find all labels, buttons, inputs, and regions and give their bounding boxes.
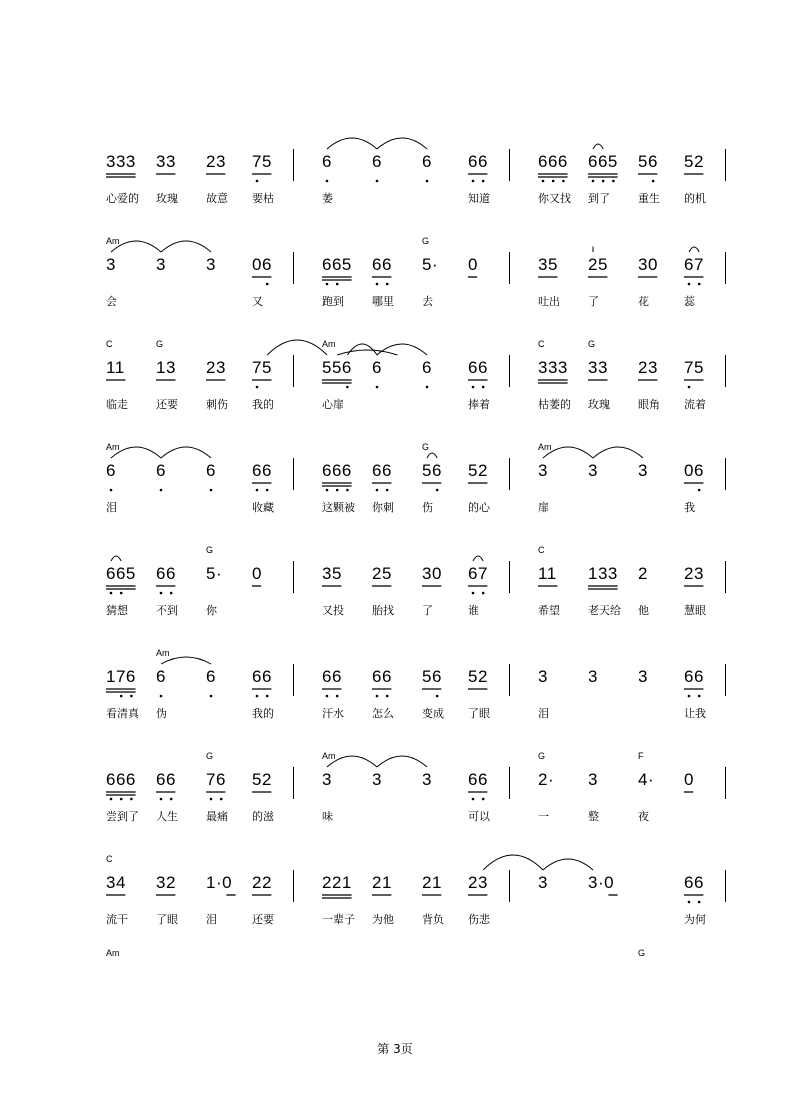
octave-dot-below — [256, 489, 259, 492]
note-group: 66 — [156, 770, 176, 789]
lyric-syllable: 心扉 — [322, 398, 344, 411]
slur — [347, 344, 377, 355]
lyric-syllable: 跑到 — [322, 295, 344, 308]
lyric-syllable: 故意 — [206, 192, 228, 205]
lyric-syllable: 他 — [638, 604, 649, 617]
lyric-syllable: 胎找 — [372, 604, 394, 617]
octave-dot-below — [482, 592, 485, 595]
chord-symbol: Am — [106, 948, 120, 958]
lyric-syllable: 我的 — [252, 398, 274, 411]
note-group: 6 — [206, 667, 216, 686]
octave-dot-below — [652, 180, 655, 183]
octave-dot-below — [170, 592, 173, 595]
lyric-syllable: 老天给 — [588, 604, 621, 617]
octave-dot-below — [688, 283, 691, 286]
octave-dot-below — [376, 180, 379, 183]
note-group: 52 — [468, 667, 488, 686]
lyric-syllable: 我的 — [252, 707, 274, 720]
chord-symbol: C — [106, 854, 113, 864]
note-group: 52 — [252, 770, 272, 789]
note-group: 3 — [372, 770, 382, 789]
lyric-syllable: 了眼 — [156, 913, 178, 926]
octave-dot-below — [426, 180, 429, 183]
lyric-syllable: 知道 — [468, 192, 490, 205]
octave-dot-below — [602, 180, 605, 183]
octave-dot-below — [436, 695, 439, 698]
note-group: 33 — [588, 358, 608, 377]
octave-dot-below — [592, 180, 595, 183]
note-group: 66 — [684, 873, 704, 892]
lyric-syllable: 了 — [588, 295, 599, 308]
note-group: 3 — [106, 255, 116, 274]
slur — [327, 756, 377, 767]
lyric-syllable: 捧着 — [468, 398, 490, 411]
note-group: 6 — [156, 461, 166, 480]
lyric-syllable: 临走 — [106, 398, 128, 411]
octave-dot-below — [482, 180, 485, 183]
note-group: 4· — [638, 770, 655, 789]
chord-symbol: G — [156, 339, 164, 349]
note-group: 666 — [322, 461, 352, 480]
notation-marks — [0, 242, 790, 345]
octave-dot-below — [210, 489, 213, 492]
note-group: 665 — [106, 564, 136, 583]
lyric-syllable: 为他 — [372, 913, 394, 926]
note-group: 3 — [588, 770, 598, 789]
note-group: 6 — [322, 152, 332, 171]
octave-dot-below — [542, 180, 545, 183]
note-group: 67 — [468, 564, 488, 583]
note-group: 6 — [422, 152, 432, 171]
note-group: 665 — [588, 152, 618, 171]
octave-dot-below — [688, 901, 691, 904]
lyric-syllable: 汗水 — [322, 707, 344, 720]
slur — [111, 241, 161, 252]
lyric-syllable: 背负 — [422, 913, 444, 926]
octave-dot-below — [386, 695, 389, 698]
note-group: 66 — [468, 358, 488, 377]
chord-symbol: Am — [156, 648, 170, 658]
octave-dot-below — [376, 489, 379, 492]
slur — [111, 556, 121, 561]
lyric-syllable: 的滋 — [252, 810, 274, 823]
note-group: 30 — [638, 255, 658, 274]
note-group: 21 — [422, 873, 442, 892]
lyric-syllable: 泪 — [206, 913, 217, 926]
chord-symbol: Am — [106, 236, 120, 246]
note-group: 56 — [422, 667, 442, 686]
note-group: 3 — [538, 667, 548, 686]
octave-dot-below — [688, 695, 691, 698]
note-group: 3 — [638, 667, 648, 686]
note-group: 21 — [372, 873, 392, 892]
octave-dot-below — [170, 798, 173, 801]
note-group: 76 — [206, 770, 226, 789]
notation-marks — [0, 139, 790, 242]
octave-dot-below — [220, 798, 223, 801]
chord-symbol: G — [206, 751, 214, 761]
octave-dot-below — [160, 592, 163, 595]
slur — [543, 859, 593, 870]
lyric-syllable: 泪 — [106, 501, 117, 514]
note-group: 23 — [206, 152, 226, 171]
lyric-syllable: 希望 — [538, 604, 560, 617]
chord-symbol: G — [538, 751, 546, 761]
octave-dot-below — [482, 386, 485, 389]
octave-dot-below — [120, 592, 123, 595]
slur — [593, 447, 643, 458]
octave-dot-below — [336, 489, 339, 492]
note-group: 666 — [106, 770, 136, 789]
note-group: 66 — [372, 667, 392, 686]
score-system — [0, 442, 790, 551]
score-system — [0, 339, 790, 448]
note-group: 75 — [252, 152, 272, 171]
note-group: 75 — [684, 358, 704, 377]
chord-symbol: G — [638, 948, 646, 958]
octave-dot-below — [472, 798, 475, 801]
note-group: 25 — [588, 255, 608, 274]
note-group: 66 — [468, 770, 488, 789]
note-group: 23 — [638, 358, 658, 377]
lyric-syllable: 哪里 — [372, 295, 394, 308]
lyric-syllable: 人生 — [156, 810, 178, 823]
lyric-syllable: 萎 — [322, 192, 333, 205]
note-group: 3 — [156, 255, 166, 274]
lyric-syllable: 为何 — [684, 913, 706, 926]
lyric-syllable: 了 — [422, 604, 433, 617]
note-group: 176 — [106, 667, 136, 686]
lyric-syllable: 又投 — [322, 604, 344, 617]
octave-dot-below — [210, 798, 213, 801]
chord-symbol: G — [206, 545, 214, 555]
lyric-syllable: 心爱的 — [106, 192, 139, 205]
lyric-syllable: 最痛 — [206, 810, 228, 823]
lyric-syllable: 一辈子 — [322, 913, 355, 926]
octave-dot-below — [346, 386, 349, 389]
lyric-syllable: 收藏 — [252, 501, 274, 514]
octave-dot-below — [472, 592, 475, 595]
lyric-syllable: 怎么 — [372, 707, 394, 720]
lyric-syllable: 玫瑰 — [156, 192, 178, 205]
octave-dot-below — [130, 695, 133, 698]
lyric-syllable: 枯萎的 — [538, 398, 571, 411]
octave-dot-below — [336, 695, 339, 698]
lyric-syllable: 看清真 — [106, 707, 139, 720]
lyric-syllable: 你 — [206, 604, 217, 617]
note-group: 56 — [638, 152, 658, 171]
note-group: 3 — [588, 461, 598, 480]
slur — [593, 144, 603, 149]
lyric-syllable: 味 — [322, 810, 333, 823]
lyric-syllable: 猜想 — [106, 604, 128, 617]
note-group: 52 — [684, 152, 704, 171]
note-group: 3 — [206, 255, 216, 274]
note-group: 23 — [206, 358, 226, 377]
lyric-syllable: 了眼 — [468, 707, 490, 720]
octave-dot-below — [698, 901, 701, 904]
note-group: 66 — [252, 461, 272, 480]
note-group: 6 — [206, 461, 216, 480]
lyric-syllable: 到了 — [588, 192, 610, 205]
chord-symbol: G — [422, 442, 430, 452]
octave-dot-below — [266, 695, 269, 698]
note-group: 3·0 — [588, 873, 615, 892]
octave-dot-below — [688, 386, 691, 389]
lyric-syllable: 的心 — [468, 501, 490, 514]
lyric-syllable: 可以 — [468, 810, 490, 823]
lyric-syllable: 刺伤 — [206, 398, 228, 411]
score-system — [0, 751, 790, 860]
octave-dot-below — [326, 489, 329, 492]
chord-symbol: Am — [322, 339, 336, 349]
lyric-syllable: 吐出 — [538, 295, 560, 308]
chord-symbol: Am — [106, 442, 120, 452]
octave-dot-below — [386, 283, 389, 286]
note-group: 133 — [588, 564, 618, 583]
lyric-syllable: 玫瑰 — [588, 398, 610, 411]
lyric-syllable: 会 — [106, 295, 117, 308]
notation-marks — [0, 345, 790, 448]
octave-dot-below — [436, 489, 439, 492]
octave-dot-below — [376, 283, 379, 286]
note-group: 3 — [322, 770, 332, 789]
note-group: 06 — [684, 461, 704, 480]
note-group: 6 — [106, 461, 116, 480]
note-group: 3 — [538, 461, 548, 480]
notation-marks — [0, 448, 790, 551]
lyric-syllable: 重生 — [638, 192, 660, 205]
octave-dot-below — [376, 695, 379, 698]
note-group: 2· — [538, 770, 555, 789]
octave-dot-below — [210, 695, 213, 698]
lyric-syllable: 泪 — [538, 707, 549, 720]
lyric-syllable: 眼角 — [638, 398, 660, 411]
octave-dot-below — [160, 489, 163, 492]
note-group: 11 — [106, 358, 125, 377]
lyric-syllable: 让我 — [684, 707, 706, 720]
octave-dot-below — [562, 180, 565, 183]
octave-dot-below — [386, 489, 389, 492]
chord-symbol: Am — [322, 751, 336, 761]
note-group: 0 — [468, 255, 478, 274]
lyric-syllable: 伤悲 — [468, 913, 490, 926]
lyric-syllable: 变成 — [422, 707, 444, 720]
note-group: 0 — [252, 564, 262, 583]
note-group: 13 — [156, 358, 176, 377]
octave-dot-below — [472, 386, 475, 389]
slur — [377, 138, 427, 149]
octave-dot-below — [376, 386, 379, 389]
octave-dot-below — [698, 489, 701, 492]
note-group: 3 — [588, 667, 598, 686]
lyric-syllable: 你刺 — [372, 501, 394, 514]
octave-dot-below — [698, 283, 701, 286]
slur — [327, 138, 377, 149]
chord-symbol: C — [538, 545, 545, 555]
slur — [377, 344, 427, 355]
octave-dot-below — [612, 180, 615, 183]
chord-symbol: G — [588, 339, 596, 349]
octave-dot-below — [160, 695, 163, 698]
score-system — [0, 545, 790, 654]
note-group: 6 — [422, 358, 432, 377]
note-group: 56 — [422, 461, 442, 480]
note-group: 3 — [538, 873, 548, 892]
note-group: 333 — [538, 358, 568, 377]
lyric-syllable: 扉 — [538, 501, 549, 514]
chord-symbol: F — [638, 751, 644, 761]
note-group: 75 — [252, 358, 272, 377]
note-group: 221 — [322, 873, 352, 892]
note-group: 35 — [322, 564, 342, 583]
note-group: 06 — [252, 255, 272, 274]
note-group: 333 — [106, 152, 136, 171]
note-group: 52 — [468, 461, 488, 480]
note-group: 6 — [156, 667, 166, 686]
slur — [161, 657, 211, 664]
note-group: 66 — [684, 667, 704, 686]
octave-dot-below — [472, 180, 475, 183]
lyric-syllable: 流干 — [106, 913, 128, 926]
slur — [427, 453, 437, 458]
notation-marks — [0, 551, 790, 654]
note-group: 665 — [322, 255, 352, 274]
lyric-syllable: 谁 — [468, 604, 479, 617]
score-system — [0, 648, 790, 757]
lyric-syllable: 我 — [684, 501, 695, 514]
octave-dot-below — [120, 798, 123, 801]
note-group: 666 — [538, 152, 568, 171]
note-group: 34 — [106, 873, 126, 892]
slur — [543, 447, 593, 458]
note-group: 66 — [322, 667, 342, 686]
score-system — [0, 139, 790, 242]
note-group: 22 — [252, 873, 272, 892]
slur — [161, 241, 211, 252]
octave-dot-below — [426, 386, 429, 389]
octave-dot-below — [266, 489, 269, 492]
note-group: 6 — [372, 358, 382, 377]
octave-dot-below — [256, 180, 259, 183]
lyric-syllable: 要枯 — [252, 192, 274, 205]
chord-symbol: G — [422, 236, 430, 246]
note-group: 3 — [422, 770, 432, 789]
lyric-syllable: 一 — [538, 810, 549, 823]
octave-dot-below — [336, 283, 339, 286]
octave-dot-below — [698, 695, 701, 698]
octave-dot-below — [256, 386, 259, 389]
note-group: 11 — [538, 564, 557, 583]
note-group: 6 — [372, 152, 382, 171]
slur — [161, 447, 211, 458]
octave-dot-below — [346, 489, 349, 492]
octave-dot-below — [130, 798, 133, 801]
octave-dot-below — [110, 489, 113, 492]
note-group: 30 — [422, 564, 442, 583]
octave-dot-below — [120, 695, 123, 698]
lyric-syllable: 慧眼 — [684, 604, 706, 617]
octave-dot-below — [110, 798, 113, 801]
octave-dot-below — [256, 695, 259, 698]
lyric-syllable: 的机 — [684, 192, 706, 205]
note-group: 67 — [684, 255, 704, 274]
page-number: 第 3页 — [377, 1042, 413, 1056]
lyric-syllable: 花 — [638, 295, 649, 308]
note-group: 66 — [372, 461, 392, 480]
lyric-syllable: 还要 — [252, 913, 274, 926]
note-group: 66 — [252, 667, 272, 686]
note-group: 25 — [372, 564, 392, 583]
slur — [337, 350, 397, 355]
octave-dot-below — [482, 798, 485, 801]
lyric-syllable: 去 — [422, 295, 433, 308]
lyric-syllable: 不到 — [156, 604, 178, 617]
lyric-syllable: 还要 — [156, 398, 178, 411]
notation-marks — [0, 654, 790, 757]
lyric-syllable: 又 — [252, 295, 263, 308]
slur — [473, 556, 483, 561]
octave-dot-below — [160, 798, 163, 801]
lyric-syllable: 夜 — [638, 810, 649, 823]
lyric-syllable: 蕊 — [684, 295, 695, 308]
octave-dot-below — [326, 283, 329, 286]
note-group: 32 — [156, 873, 176, 892]
lyric-syllable: 整 — [588, 810, 599, 823]
note-group: 1·0 — [206, 873, 233, 892]
notation-marks — [0, 757, 790, 860]
octave-dot-below — [266, 283, 269, 286]
lyric-syllable: 伤 — [422, 501, 433, 514]
note-group: 35 — [538, 255, 558, 274]
lyric-syllable: 尝到了 — [106, 810, 139, 823]
note-group: 556 — [322, 358, 352, 377]
note-group: 3 — [638, 461, 648, 480]
note-group: 23 — [684, 564, 704, 583]
lyric-syllable: 你又找 — [538, 192, 571, 205]
octave-dot-below — [326, 180, 329, 183]
note-group: 5· — [422, 255, 439, 274]
note-group: 66 — [468, 152, 488, 171]
slur — [689, 247, 699, 252]
note-group: 66 — [372, 255, 392, 274]
note-group: 33 — [156, 152, 176, 171]
octave-dot-below — [326, 695, 329, 698]
note-group: 2 — [638, 564, 648, 583]
octave-dot-below — [110, 592, 113, 595]
chord-symbol: Am — [538, 442, 552, 452]
slur — [377, 756, 427, 767]
chord-symbol: C — [538, 339, 545, 349]
note-group: 0 — [684, 770, 694, 789]
slur — [111, 447, 161, 458]
note-group: 5· — [206, 564, 223, 583]
note-group: 66 — [156, 564, 176, 583]
lyric-syllable: 流着 — [684, 398, 706, 411]
octave-dot-below — [552, 180, 555, 183]
chord-symbol: C — [106, 339, 113, 349]
lyric-syllable: 伪 — [156, 707, 167, 720]
score-system — [0, 236, 790, 345]
note-group: 23 — [468, 873, 488, 892]
lyric-syllable: 这颗被 — [322, 501, 355, 514]
